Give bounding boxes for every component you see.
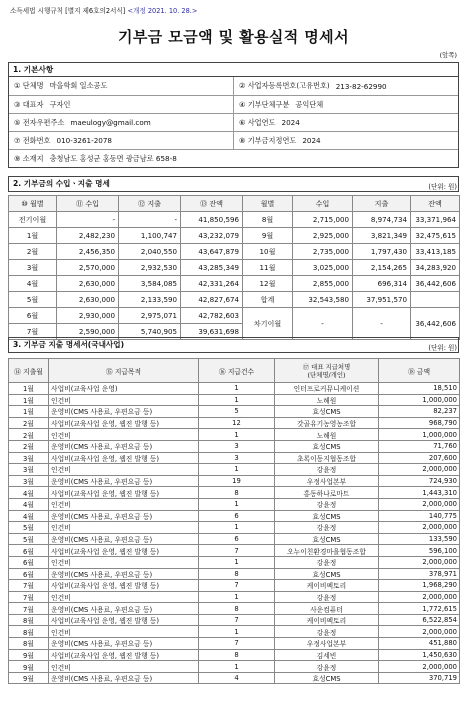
expense-detail-row [9,614,460,626]
expense-detail-cell: 370,719 [379,672,460,684]
expense-detail-row [9,452,460,464]
basic-info-cell [233,132,458,149]
expense-detail-cell: 사운컴퓨터 [275,603,379,615]
expense-detail-cell: 효성CMS [275,406,379,418]
income-expense-cell: 10월 [243,244,293,260]
expense-detail-cell: 갓골유기농영농조합 [275,417,379,429]
expense-detail-cell: 효성CMS [275,533,379,545]
expense-detail-cell: 1,450,630 [379,649,460,661]
income-expense-col-header: ⑬ 잔액 [181,196,243,212]
income-expense-col-header: ⑫ 지출 [119,196,181,212]
basic-info-cell [9,77,233,95]
expense-detail-row [9,475,460,487]
expense-detail-cell: 9월 [9,649,49,661]
income-expense-cell: 42,827,674 [181,292,243,308]
expense-detail-cell: 운영비(CMS 사용료, 우편요금 등) [49,638,199,650]
expense-detail-cell: 1,000,000 [379,394,460,406]
income-expense-cell: 43,285,349 [181,260,243,276]
expense-detail-row [9,591,460,603]
expense-detail-cell: 7 [199,580,275,592]
expense-detail-cell: 1,772,615 [379,603,460,615]
expense-detail-cell: 1월 [9,394,49,406]
basic-info-cell [233,114,458,131]
income-expense-cell: 33,413,185 [411,244,460,260]
income-expense-row [9,276,460,292]
income-expense-unit: (단위: 원) [428,183,457,191]
income-expense-cell: 2,925,000 [293,228,353,244]
income-expense-cell: 4월 [9,276,57,292]
expense-detail-cell: 19 [199,475,275,487]
expense-detail-cell: 968,790 [379,417,460,429]
expense-detail-row [9,383,460,395]
expense-detail-cell: 2,000,000 [379,498,460,510]
expense-detail-cell: 초록이동지협동조합 [275,452,379,464]
expense-detail-cell: 2,000,000 [379,661,460,673]
basic-info-cell [9,96,233,113]
expense-detail-cell: 케이비펙토리 [275,580,379,592]
recipient-header-label: ⑰ 대표 지급처명 [302,362,351,371]
income-expense-table [8,195,460,340]
expense-detail-cell: 596,100 [379,545,460,557]
income-expense-header-row [9,196,460,212]
expense-detail-cell: 1 [199,661,275,673]
income-expense-cell: 33,371,964 [411,212,460,228]
expense-detail-cell: 5 [199,406,275,418]
expense-detail-cell: 2,000,000 [379,556,460,568]
income-expense-cell: 42,782,603 [181,308,243,324]
expense-detail-cell: 운영비(CMS 사용료, 우편요금 등) [49,406,199,418]
expense-detail-cell: 4월 [9,498,49,510]
carry-forward-income: - [293,308,353,340]
income-expense-cell: 2,154,265 [353,260,411,276]
expense-detail-cell: 사업비(교육사업 운영, 웹진 발행 등) [49,580,199,592]
expense-detail-cell: 2,000,000 [379,464,460,476]
basic-info-row [9,77,458,95]
basic-info-cell [233,77,458,95]
expense-detail-row [9,417,460,429]
income-expense-cell: 8월 [243,212,293,228]
expense-detail-cell: 82,237 [379,406,460,418]
field-value: 010-3261-2078 [56,136,113,145]
income-expense-cell: 1,797,430 [353,244,411,260]
income-expense-cell: 2,482,230 [57,228,119,244]
expense-detail-cell: 운영비(CMS 사용료, 우편요금 등) [49,568,199,580]
income-expense-cell: 2,630,000 [57,276,119,292]
income-expense-cell: 1월 [9,228,57,244]
field-label: ④ 기부단체구분 [239,99,290,109]
income-expense-cell: 1,100,747 [119,228,181,244]
expense-detail-cell: 2,000,000 [379,626,460,638]
income-expense-cell: 3,584,085 [119,276,181,292]
expense-detail-cell: 7 [199,614,275,626]
expense-detail-cell: 1,968,290 [379,580,460,592]
expense-detail-cell: 효성CMS [275,440,379,452]
expense-detail-cell: 5월 [9,522,49,534]
basic-info-row [9,113,458,131]
income-expense-cell: 8,974,734 [353,212,411,228]
expense-detail-cell: 사업비(교육사업 운영, 웹진 발행 등) [49,649,199,661]
expense-detail-cell: 강윤정 [275,556,379,568]
carry-forward-balance: 36,442,606 [411,308,460,340]
carry-forward-expense: - [353,308,411,340]
income-expense-cell: 2,715,000 [293,212,353,228]
income-expense-cell: 5,740,905 [119,324,181,340]
expense-detail-cell: 724,930 [379,475,460,487]
expense-detail-cell: 1월 [9,406,49,418]
income-expense-cell: 2,932,530 [119,260,181,276]
expense-detail-cell: 홍동하나로마트 [275,487,379,499]
income-expense-cell: 2,133,590 [119,292,181,308]
income-expense-cell: - [119,212,181,228]
expense-detail-cell: 71,760 [379,440,460,452]
expense-detail-cell: 8 [199,603,275,615]
expense-detail-cell: 사업비(교육사업 운영) [49,383,199,395]
expense-detail-cell: 강윤정 [275,464,379,476]
form-reference [10,5,197,15]
expense-detail-table [8,358,460,684]
income-expense-cell [411,292,460,308]
field-value: 2024 [281,118,300,127]
expense-detail-cell: 김세빈 [275,649,379,661]
income-expense-cell: 11월 [243,260,293,276]
field-value: 마을학회 일소공도 [49,81,108,90]
expense-detail-cell: 노해원 [275,394,379,406]
field-value: 충청남도 홍성군 홍동면 광금남로 658-8 [49,153,177,163]
expense-detail-cell: 6월 [9,545,49,557]
page-title: 기부금 모금액 및 활용실적 명세서 [118,28,349,46]
expense-detail-cell: 18,510 [379,383,460,395]
expense-detail-cell: 7월 [9,591,49,603]
expense-detail-cell: 강윤정 [275,661,379,673]
expense-detail-cell: 2,000,000 [379,591,460,603]
expense-detail-cell: 인건비 [49,498,199,510]
income-expense-row [9,228,460,244]
expense-detail-row [9,498,460,510]
expense-detail-cell: 6 [199,533,275,545]
expense-detail-row [9,406,460,418]
expense-detail-cell: 인터프로커뮤니케이션 [275,383,379,395]
expense-detail-heading: 3. 기부금 지출 명세서(국내사업) [13,340,125,349]
expense-detail-cell: 효성CMS [275,510,379,522]
expense-detail-cell: 사업비(교육사업 운영, 웹진 발행 등) [49,417,199,429]
income-expense-cell: 합계 [243,292,293,308]
income-expense-cell: 7월 [9,324,57,340]
expense-detail-unit: (단위: 원) [428,344,457,352]
expense-detail-cell: 7 [199,638,275,650]
expense-detail-cell: 우정사업본부 [275,638,379,650]
expense-detail-cell: 3월 [9,452,49,464]
income-expense-cell: 2,570,000 [57,260,119,276]
income-expense-cell: 2,930,000 [57,308,119,324]
basic-info-row [9,131,458,149]
field-label: ② 사업자등록번호(고유번호) [239,81,330,90]
expense-detail-row [9,672,460,684]
expense-detail-cell: 강윤정 [275,522,379,534]
expense-detail-cell: 효성CMS [275,568,379,580]
expense-detail-cell: 사업비(교육사업 운영, 웹진 발행 등) [49,452,199,464]
basic-info-row [9,95,458,113]
expense-detail-cell: 7월 [9,603,49,615]
field-label: ③ 대표자 [14,99,44,109]
expense-detail-cell: 2월 [9,440,49,452]
expense-detail-cell: 133,590 [379,533,460,545]
expense-detail-cell: 운영비(CMS 사용료, 우편요금 등) [49,533,199,545]
expense-detail-cell: 2월 [9,429,49,441]
income-expense-cell: 36,442,606 [411,276,460,292]
income-expense-row [9,292,460,308]
expense-detail-cell: 1 [199,464,275,476]
income-expense-cell: 2월 [9,244,57,260]
expense-detail-cell: 인건비 [49,429,199,441]
income-expense-cell: 37,951,570 [353,292,411,308]
expense-detail-cell: 케이비펙토리 [275,614,379,626]
income-expense-cell: 43,232,079 [181,228,243,244]
income-expense-cell: 32,475,615 [411,228,460,244]
income-expense-heading: 2. 기부금의 수입ㆍ지출 명세 [13,179,110,188]
field-value: 공익단체 [295,99,324,109]
income-expense-cell: 43,647,879 [181,244,243,260]
page-side-label: (앞쪽) [439,51,457,59]
expense-detail-cell: 강윤정 [275,498,379,510]
col-amount-header: ⑱ 금액 [379,359,460,383]
basic-info-row [9,149,458,167]
field-label: ⑧ 기부금지정연도 [239,135,297,145]
expense-detail-cell: 1월 [9,383,49,395]
expense-detail-row [9,580,460,592]
expense-detail-cell: 140,775 [379,510,460,522]
income-expense-cell: 2,590,000 [57,324,119,340]
basic-info-rows [9,77,458,167]
income-expense-cell: 41,850,596 [181,212,243,228]
expense-detail-cell: 오누이친환경마을협동조합 [275,545,379,557]
expense-detail-cell: 인건비 [49,522,199,534]
income-expense-cell: 6월 [9,308,57,324]
recipient-header-sublabel: (단체명/개인) [307,370,346,379]
expense-detail-cell: 인건비 [49,661,199,673]
income-expense-col-header: 수입 [293,196,353,212]
income-expense-cell: 42,331,264 [181,276,243,292]
basic-info-cell [9,132,233,149]
col-count-header: ⑯ 지급건수 [199,359,275,383]
expense-detail-row [9,394,460,406]
income-expense-cell: 3,025,000 [293,260,353,276]
income-expense-cell: 3,821,349 [353,228,411,244]
expense-detail-row [9,638,460,650]
income-expense-cell: 2,975,071 [119,308,181,324]
field-label: ⑤ 전자우편주소 [14,117,65,127]
expense-detail-cell: 1 [199,394,275,406]
basic-info-cell [233,96,458,113]
basic-info-cell [9,150,458,167]
income-expense-col-header: 지출 [353,196,411,212]
field-label: ⑦ 전화번호 [14,135,51,145]
expense-detail-cell: 4월 [9,510,49,522]
income-expense-cell: 5월 [9,292,57,308]
expense-detail-cell: 3 [199,440,275,452]
expense-detail-cell: 인건비 [49,464,199,476]
expense-detail-cell: 1 [199,429,275,441]
income-expense-cell: 34,283,920 [411,260,460,276]
income-expense-cell: 32,543,580 [293,292,353,308]
expense-detail-cell: 8월 [9,626,49,638]
field-value: 2024 [302,136,321,145]
expense-detail-row [9,661,460,673]
expense-detail-cell: 8 [199,487,275,499]
expense-detail-cell: 1,443,310 [379,487,460,499]
expense-detail-cell: 3월 [9,475,49,487]
expense-detail-row [9,568,460,580]
income-expense-cell: 2,630,000 [57,292,119,308]
expense-detail-row [9,626,460,638]
expense-detail-cell: 사업비(교육사업 운영, 웹진 발행 등) [49,545,199,557]
expense-detail-row [9,429,460,441]
expense-detail-cell: 인건비 [49,394,199,406]
income-expense-col-header: ⑪ 수입 [57,196,119,212]
expense-detail-row [9,649,460,661]
expense-detail-row [9,545,460,557]
expense-detail-cell: 4월 [9,487,49,499]
expense-detail-cell: 6,522,854 [379,614,460,626]
expense-detail-cell: 378,971 [379,568,460,580]
expense-detail-cell: 강윤정 [275,591,379,603]
field-label: ⑨ 소재지 [14,153,44,163]
expense-detail-cell: 5월 [9,533,49,545]
expense-detail-cell: 운영비(CMS 사용료, 우편요금 등) [49,510,199,522]
income-expense-section [8,176,459,192]
expense-detail-row [9,603,460,615]
field-value: 213-82-62990 [335,81,387,91]
expense-detail-cell: 인건비 [49,591,199,603]
basic-info-heading: 1. 기본사항 [9,63,458,77]
expense-detail-cell: 노해원 [275,429,379,441]
expense-detail-cell: 운영비(CMS 사용료, 우편요금 등) [49,603,199,615]
expense-detail-cell: 9월 [9,661,49,673]
income-expense-row [9,260,460,276]
col-purpose-header: ⑮ 지급목적 [49,359,199,383]
expense-detail-row [9,522,460,534]
income-expense-cell: 전기이월 [9,212,57,228]
expense-detail-cell: 1 [199,522,275,534]
expense-detail-header-row [9,359,460,383]
expense-detail-cell: 12 [199,417,275,429]
col-month-header: ⑭ 지출월 [9,359,49,383]
expense-detail-cell: 1 [199,626,275,638]
expense-detail-cell: 7월 [9,580,49,592]
expense-detail-cell: 인건비 [49,626,199,638]
income-expense-col-header: 월별 [243,196,293,212]
expense-detail-cell: 6월 [9,568,49,580]
field-value: maeulogy@gmail.com [70,118,151,127]
expense-detail-cell: 3 [199,452,275,464]
expense-detail-cell: 7 [199,545,275,557]
income-expense-cell: 2,735,000 [293,244,353,260]
expense-detail-cell: 사업비(교육사업 운영, 웹진 발행 등) [49,487,199,499]
income-expense-cell: 696,314 [353,276,411,292]
expense-detail-cell: 사업비(교육사업 운영, 웹진 발행 등) [49,614,199,626]
basic-info-section [8,62,459,168]
expense-detail-cell: 2,000,000 [379,522,460,534]
expense-detail-row [9,440,460,452]
expense-detail-cell: 3월 [9,464,49,476]
expense-detail-cell: 8월 [9,614,49,626]
field-label: ⑥ 사업연도 [239,117,276,127]
expense-detail-cell: 6 [199,510,275,522]
income-expense-cell: 3월 [9,260,57,276]
income-expense-cell: - [57,212,119,228]
expense-detail-row [9,533,460,545]
regulation-text: 소득세법 시행규칙 [별지 제6호의2서식] [10,7,126,15]
field-label: ① 단체명 [14,81,44,90]
expense-detail-row [9,510,460,522]
col-recipient-header [275,359,379,383]
income-expense-cell: 2,456,350 [57,244,119,260]
expense-detail-cell: 효성CMS [275,672,379,684]
income-expense-cell: 2,855,000 [293,276,353,292]
expense-detail-cell: 6월 [9,556,49,568]
basic-info-cell [9,114,233,131]
income-expense-col-header: ⑩ 월별 [9,196,57,212]
income-expense-cell: 2,040,550 [119,244,181,260]
expense-detail-row [9,487,460,499]
expense-detail-cell: 4 [199,672,275,684]
field-value: 구자인 [49,99,71,109]
income-expense-row [9,244,460,260]
expense-detail-row [9,556,460,568]
expense-detail-cell: 207,600 [379,452,460,464]
income-expense-cell: 9월 [243,228,293,244]
income-expense-row [9,212,460,228]
expense-detail-cell: 8 [199,568,275,580]
expense-detail-cell: 1 [199,591,275,603]
expense-detail-cell: 운영비(CMS 사용료, 우편요금 등) [49,440,199,452]
expense-detail-cell: 2월 [9,417,49,429]
expense-detail-cell: 강윤정 [275,626,379,638]
expense-detail-cell: 인건비 [49,556,199,568]
expense-detail-section [8,337,459,353]
expense-detail-cell: 1 [199,383,275,395]
expense-detail-cell: 우정사업본부 [275,475,379,487]
income-expense-row [9,308,460,324]
expense-detail-cell: 1 [199,498,275,510]
income-expense-col-header: 잔액 [411,196,460,212]
carry-forward-label: 차기이월 [243,308,293,340]
expense-detail-cell: 8 [199,649,275,661]
expense-detail-cell: 9월 [9,672,49,684]
income-expense-cell: 39,631,698 [181,324,243,340]
expense-detail-cell: 1 [199,556,275,568]
income-expense-cell: 12월 [243,276,293,292]
expense-detail-row [9,464,460,476]
amendment-date: <개정 2021. 10. 28.> [127,7,198,15]
expense-detail-cell: 운영비(CMS 사용료, 우편요금 등) [49,475,199,487]
expense-detail-cell: 8월 [9,638,49,650]
expense-detail-cell: 운영비(CMS 사용료, 우편요금 등) [49,672,199,684]
expense-detail-cell: 1,000,000 [379,429,460,441]
expense-detail-cell: 451,880 [379,638,460,650]
